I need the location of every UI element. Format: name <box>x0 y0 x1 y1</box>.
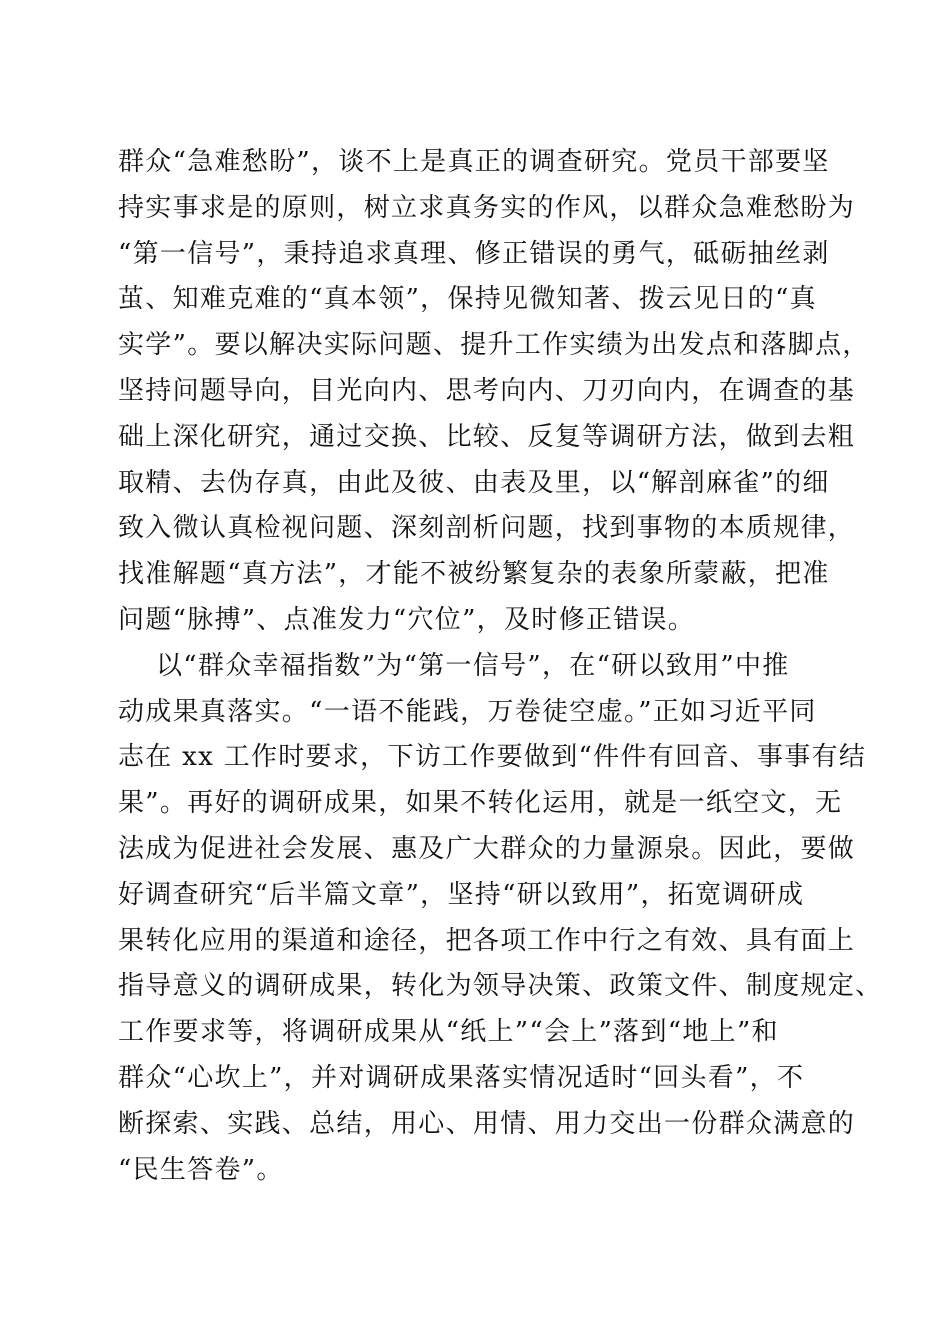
text-line: 断探索、实践、总结，用心、用情、用力交出一份群众满意的 <box>118 1108 856 1139</box>
text-line: “第一信号”，秉持追求真理、修正错误的勇气，砥砺抽丝剥 <box>118 238 830 269</box>
text-line: 坚持问题导向，目光向内、思考向内、刀刃向内，在调查的基 <box>118 375 856 406</box>
text-line: 取精、去伪存真，由此及彼、由表及里，以“解剖麻雀”的细 <box>118 467 830 498</box>
text-line: 问题“脉搏”、点准发力“穴位”，及时修正错误。 <box>118 604 696 635</box>
text-line: 实学”。要以解决实际问题、提升工作实绩为出发点和落脚点， <box>118 330 870 361</box>
text-line: 果转化应用的渠道和途径，把各项工作中行之有效、具有面上 <box>118 925 856 956</box>
text-line: 致入微认真检视问题、深刻剖析问题，找到事物的本质规律， <box>118 513 856 544</box>
text-line: 法成为促进社会发展、惠及广大群众的力量源泉。因此，要做 <box>118 833 856 864</box>
text-line-indented: 以“群众幸福指数”为“第一信号”，在“研以致用”中推 <box>156 650 790 681</box>
text-line: 群众“心坎上”，并对调研成果落实情况适时“回头看”，不 <box>118 1062 805 1093</box>
document-body <box>118 140 883 1193</box>
paragraph-1 <box>118 140 870 644</box>
text-line: 指导意义的调研成果，转化为领导决策、政策文件、制度规定、 <box>118 971 883 1002</box>
paragraph-2 <box>118 644 883 1194</box>
text-line: 群众“急难愁盼”，谈不上是真正的调查研究。党员干部要坚 <box>118 147 830 177</box>
text-line: 找准解题“真方法”，才能不被纷繁复杂的表象所蒙蔽，把准 <box>118 559 830 590</box>
text-line: 志在 xx 工作时要求，下访工作要做到“件件有回音、事事有结 <box>118 742 867 773</box>
text-line: 持实事求是的原则，树立求真务实的作风，以群众急难愁盼为 <box>118 192 856 223</box>
text-line: “民生答卷”。 <box>118 1154 284 1185</box>
text-line: 好调查研究“后半篇文章”，坚持“研以致用”，拓宽调研成 <box>118 879 805 910</box>
text-line: 础上深化研究，通过交换、比较、反复等调研方法，做到去粗 <box>118 421 856 452</box>
text-line: 工作要求等，将调研成果从“纸上”“会上”落到“地上”和 <box>118 1017 779 1048</box>
text-line: 茧、知难克难的“真本领”，保持见微知著、拨云见日的“真 <box>118 284 817 315</box>
text-line: 动成果真落实。“一语不能践，万卷徒空虚。”正如习近平同 <box>118 696 817 727</box>
text-line: 果”。再好的调研成果，如果不转化运用，就是一纸空文，无 <box>118 788 843 819</box>
